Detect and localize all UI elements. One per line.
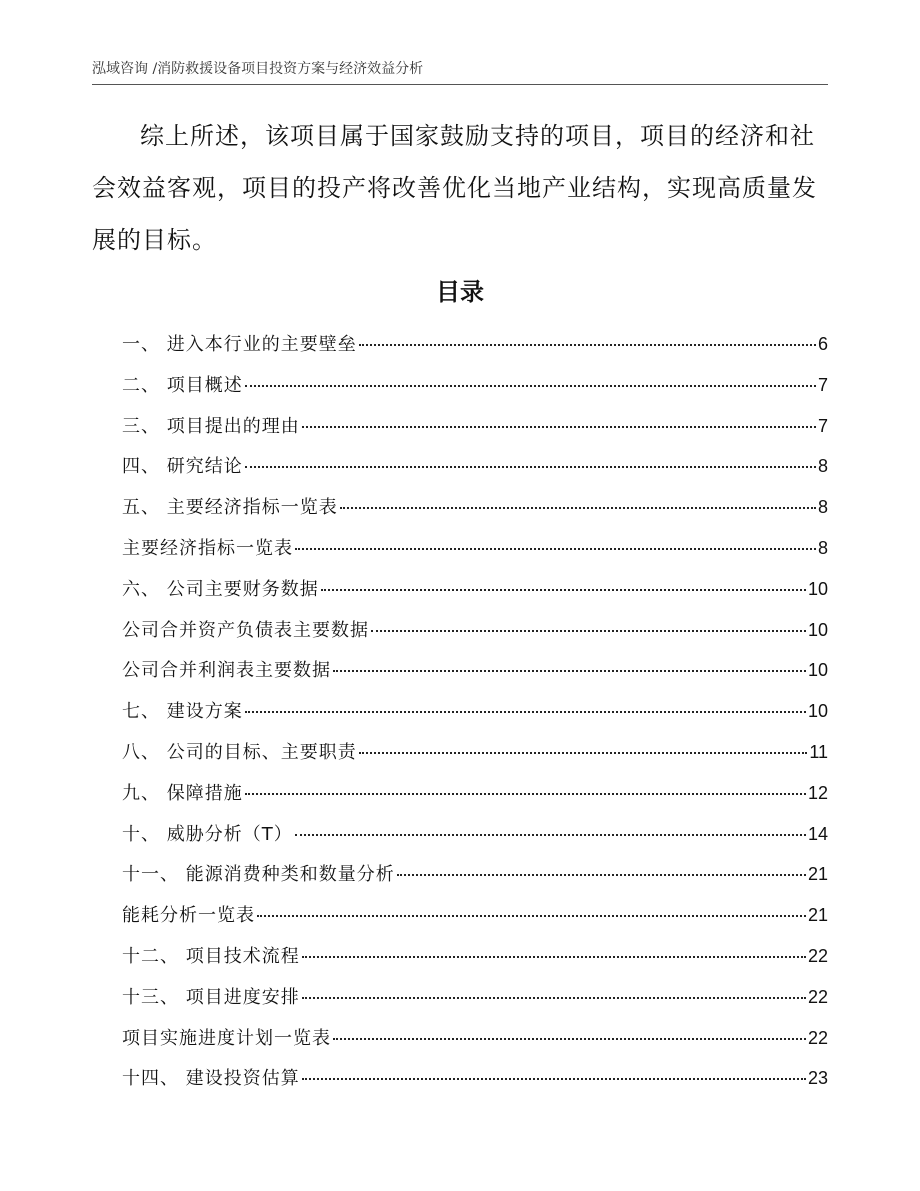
toc-entry-page: 21: [807, 864, 828, 885]
toc-entry[interactable]: [122, 942, 828, 983]
toc-entry-label: 十四、 建设投资估算: [122, 1068, 300, 1090]
toc-leader-dots: [295, 834, 806, 836]
toc-leader-dots: [321, 589, 806, 591]
toc-leader-dots: [302, 1078, 806, 1080]
toc-entry-page: 10: [807, 701, 828, 722]
toc-entry-page: 8: [817, 497, 828, 518]
toc-entry-page: 7: [817, 374, 828, 395]
toc-leader-dots: [257, 915, 806, 917]
toc-entry-label: 项目实施进度计划一览表: [122, 1027, 331, 1049]
toc-entry-label: 十二、 项目技术流程: [122, 945, 300, 967]
toc-entry[interactable]: [122, 820, 828, 861]
toc-entry-page: 8: [817, 537, 828, 558]
toc-entry[interactable]: [122, 1024, 828, 1065]
toc-entry-label: 公司合并利润表主要数据: [122, 660, 331, 682]
toc-leader-dots: [371, 630, 806, 632]
toc-entry-label: 十、 威胁分析（T）: [122, 823, 293, 845]
toc-entry[interactable]: [122, 983, 828, 1024]
toc-entry-label: 四、 研究结论: [122, 456, 243, 478]
toc-leader-dots: [302, 426, 816, 428]
toc-entry-label: 五、 主要经济指标一览表: [122, 497, 338, 519]
toc-leader-dots: [333, 670, 806, 672]
toc-entry-page: 6: [817, 334, 828, 354]
toc-entry-label: 九、 保障措施: [122, 782, 243, 804]
toc-entry[interactable]: [122, 616, 828, 657]
toc-entry-label: 七、 建设方案: [122, 701, 243, 723]
toc-leader-dots: [340, 507, 816, 509]
toc-entry[interactable]: [122, 330, 828, 371]
toc-entry-label: 三、 项目提出的理由: [122, 415, 300, 437]
toc-leader-dots: [302, 997, 806, 999]
toc-leader-dots: [302, 956, 806, 958]
toc-entry-label: 能耗分析一览表: [122, 905, 255, 927]
toc-entry-page: 10: [807, 619, 828, 640]
toc-entry-label: 二、 项目概述: [122, 374, 243, 396]
toc-list: [122, 330, 828, 1105]
toc-entry-label: 公司合并资产负债表主要数据: [122, 619, 369, 641]
toc-entry-label: 六、 公司主要财务数据: [122, 578, 319, 600]
toc-leader-dots: [245, 793, 806, 795]
toc-entry[interactable]: [122, 697, 828, 738]
toc-leader-dots: [333, 1038, 806, 1040]
toc-entry[interactable]: [122, 779, 828, 820]
intro-paragraph: 综上所述，该项目属于国家鼓励支持的项目，项目的经济和社会效益客观，项目的投产将改善优化当地产业结构，实现高质量发展的目标。: [92, 122, 817, 254]
toc-entry-label: 八、 公司的目标、主要职责: [122, 741, 357, 763]
toc-entry[interactable]: [122, 534, 828, 575]
toc-entry[interactable]: [122, 656, 828, 697]
toc-entry-page: 21: [807, 905, 828, 926]
toc-entry-page: 22: [807, 986, 828, 1007]
toc-leader-dots: [245, 385, 816, 387]
toc-entry-page: 11: [809, 741, 828, 762]
toc-entry[interactable]: [122, 575, 828, 616]
toc-entry-page: 7: [817, 415, 828, 436]
toc-leader-dots: [359, 344, 816, 346]
toc-entry-label: 主要经济指标一览表: [122, 537, 293, 559]
toc-entry[interactable]: [122, 860, 828, 901]
toc-entry-label: 一、 进入本行业的主要壁垒: [122, 334, 357, 355]
toc-entry[interactable]: [122, 493, 828, 534]
toc-leader-dots: [295, 548, 816, 550]
toc-entry-page: 22: [807, 945, 828, 966]
toc-leader-dots: [245, 711, 806, 713]
toc-entry-page: 23: [807, 1068, 828, 1089]
toc-entry[interactable]: [122, 412, 828, 453]
toc-entry[interactable]: [122, 1064, 828, 1105]
toc-entry[interactable]: [122, 371, 828, 412]
running-header: 泓域咨询 /消防救援设备项目投资方案与经济效益分析: [92, 58, 828, 85]
toc-entry[interactable]: [122, 901, 828, 942]
toc-leader-dots: [359, 752, 808, 754]
toc-entry[interactable]: [122, 452, 828, 493]
toc-entry-page: 8: [817, 456, 828, 477]
toc-leader-dots: [397, 874, 806, 876]
toc-entry-page: 12: [807, 782, 828, 803]
toc-entry-page: 10: [807, 578, 828, 599]
toc-entry-label: 十三、 项目进度安排: [122, 986, 300, 1008]
toc-title: 目录: [436, 278, 484, 306]
toc-entry-page: 22: [807, 1027, 828, 1048]
toc-entry[interactable]: [122, 738, 828, 779]
toc-entry-page: 10: [807, 660, 828, 681]
toc-leader-dots: [245, 466, 816, 468]
toc-entry-page: 14: [807, 823, 828, 844]
toc-entry-label: 十一、 能源消费种类和数量分析: [122, 864, 395, 886]
